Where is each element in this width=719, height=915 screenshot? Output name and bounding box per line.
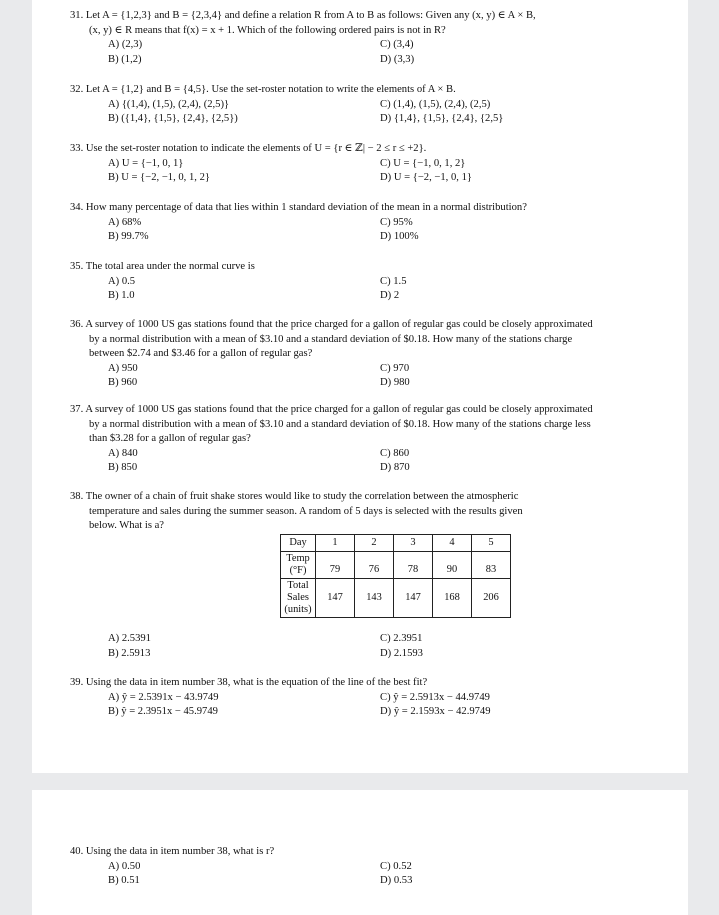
option-a: A) 840 (108, 447, 138, 459)
answer-options (70, 38, 670, 67)
sales-label: Total Sales (units) (281, 579, 316, 618)
question-40 (70, 845, 670, 889)
option-c: C) (1,4), (1,5), (2,4), (2,5) (380, 98, 491, 110)
question-37 (70, 403, 670, 476)
table-cell: 4 (433, 535, 472, 552)
day-label: Day (281, 535, 316, 552)
table-cell: 83 (472, 552, 511, 579)
option-d: D) 2.1593 (380, 647, 423, 659)
option-b: B) 850 (108, 462, 138, 474)
table-cell: 79 (316, 552, 355, 579)
option-b: B) 1.0 (108, 290, 135, 302)
answer-options (70, 216, 670, 245)
question-stem: 34. How many percentage of data that lies within 1 standard deviation of the mean in a normal distribution? (70, 202, 527, 213)
question-35 (70, 260, 670, 304)
question-stem: 39. Using the data in item number 38, what is the equation of the line of the best fit? (70, 677, 428, 688)
question-33 (70, 142, 670, 186)
answer-options (70, 447, 670, 476)
question-38 (70, 490, 670, 670)
question-31 (70, 9, 670, 67)
question-stem: 37. A survey of 1000 US gas stations found that the price charged for a gallon of regular gas could be closely approximated by a normal distribution with a mean of $3.10 and a standard deviation of $0.18. How many of the stations charge less than $3.28 for a gallon of regular gas? (70, 404, 593, 445)
table-cell: 143 (355, 579, 394, 618)
table-cell: 2 (355, 535, 394, 552)
worksheet-page-1 (32, 0, 688, 773)
option-c: C) (3,4) (380, 39, 414, 51)
option-b: B) 2.5913 (108, 647, 151, 659)
option-c: C) 2.3951 (380, 633, 423, 644)
answer-options (70, 275, 670, 304)
option-b: B) 99.7% (108, 231, 149, 243)
question-stem: 36. A survey of 1000 US gas stations found that the price charged for a gallon of regular gas could be closely approximated by a normal distribution with a mean of $3.10 and a standard deviation of $0.18. How many of the stations charge between $2.74 and $3.46 for a gallon of regular gas? (70, 319, 593, 360)
option-c: C) 95% (380, 216, 413, 228)
option-a: A) 68% (108, 216, 142, 228)
table-row (281, 535, 511, 552)
option-d: D) 0.53 (380, 875, 413, 887)
question-34 (70, 201, 670, 245)
answer-options (70, 691, 670, 720)
option-c: C) 860 (380, 447, 410, 459)
option-c: C) 970 (380, 362, 410, 374)
option-c: C) ŷ = 2.5913x − 44.9749 (380, 691, 490, 703)
answer-options (70, 860, 670, 889)
option-b: B) U = {−2, −1, 0, 1, 2} (108, 172, 210, 184)
option-a: A) 950 (108, 362, 138, 374)
table-cell: 78 (394, 552, 433, 579)
option-d: D) 980 (380, 377, 410, 389)
option-c: C) U = {−1, 0, 1, 2} (380, 157, 466, 169)
option-a: A) (2,3) (108, 39, 143, 51)
option-a: A) 0.5 (108, 275, 136, 287)
option-b: B) 960 (108, 377, 138, 389)
worksheet-page-2 (32, 790, 688, 915)
option-a: A) {(1,4), (1,5), (2,4), (2,5)} (108, 98, 230, 110)
question-stem: 35. The total area under the normal curve is (70, 261, 255, 272)
table-cell: 147 (316, 579, 355, 618)
table-cell: 1 (316, 535, 355, 552)
temperature-sales-table (280, 534, 511, 618)
question-stem: 40. Using the data in item number 38, what is r? (70, 846, 275, 857)
option-b: B) ŷ = 2.3951x − 45.9749 (108, 706, 218, 718)
option-b: B) ({1,4}, {1,5}, {2,4}, {2,5}) (108, 113, 238, 125)
table-cell: 168 (433, 579, 472, 618)
question-36 (70, 318, 670, 391)
option-b: B) 0.51 (108, 875, 140, 887)
table-row (281, 579, 511, 618)
option-d: D) 2 (380, 290, 400, 302)
option-d: D) U = {−2, −1, 0, 1} (380, 172, 472, 184)
table-cell: 90 (433, 552, 472, 579)
table-cell: 147 (394, 579, 433, 618)
option-d: D) {1,4}, {1,5}, {2,4}, {2,5} (380, 113, 504, 125)
question-stem: 31. Let A = {1,2,3} and B = {2,3,4} and define a relation R from A to B as follows: Given any (x, y) ∈ A × B, (x, y) ∈ R means that f(x) = x + 1. Which of the following ordered pairs is not in R? (70, 10, 536, 36)
option-b: B) (1,2) (108, 53, 142, 65)
option-d: D) (3,3) (380, 53, 415, 65)
question-stem: 33. Use the set-roster notation to indicate the elements of U = {r ∈ ℤ| − 2 ≤ r ≤ +2}. (70, 143, 427, 154)
table-row (281, 552, 511, 579)
option-a: A) ŷ = 2.5391x − 43.9749 (108, 691, 219, 703)
option-c: C) 1.5 (380, 275, 407, 287)
option-d: D) 870 (380, 462, 410, 474)
answer-options (70, 157, 670, 186)
table-cell: 206 (472, 579, 511, 618)
option-a: A) U = {−1, 0, 1} (108, 157, 184, 169)
option-c: C) 0.52 (380, 860, 412, 872)
question-stem: 32. Let A = {1,2} and B = {4,5}. Use the set-roster notation to write the elements of A × B. (70, 84, 456, 95)
table-cell: 5 (472, 535, 511, 552)
question-stem: 38. The owner of a chain of fruit shake stores would like to study the correlation between the atmospheric temperature and sales during the summer season. A random of 5 days is selected with the results given below. What is a? (70, 491, 523, 532)
answer-options (70, 632, 670, 661)
option-d: D) ŷ = 2.1593x − 42.9749 (380, 706, 491, 718)
option-a: A) 2.5391 (108, 633, 151, 644)
temp-label: Temp (°F) (281, 552, 316, 579)
table-cell: 3 (394, 535, 433, 552)
option-d: D) 100% (380, 231, 419, 243)
option-a: A) 0.50 (108, 860, 141, 872)
answer-options (70, 98, 670, 127)
answer-options (70, 362, 670, 391)
question-39 (70, 676, 670, 720)
question-32 (70, 83, 670, 127)
table-cell: 76 (355, 552, 394, 579)
